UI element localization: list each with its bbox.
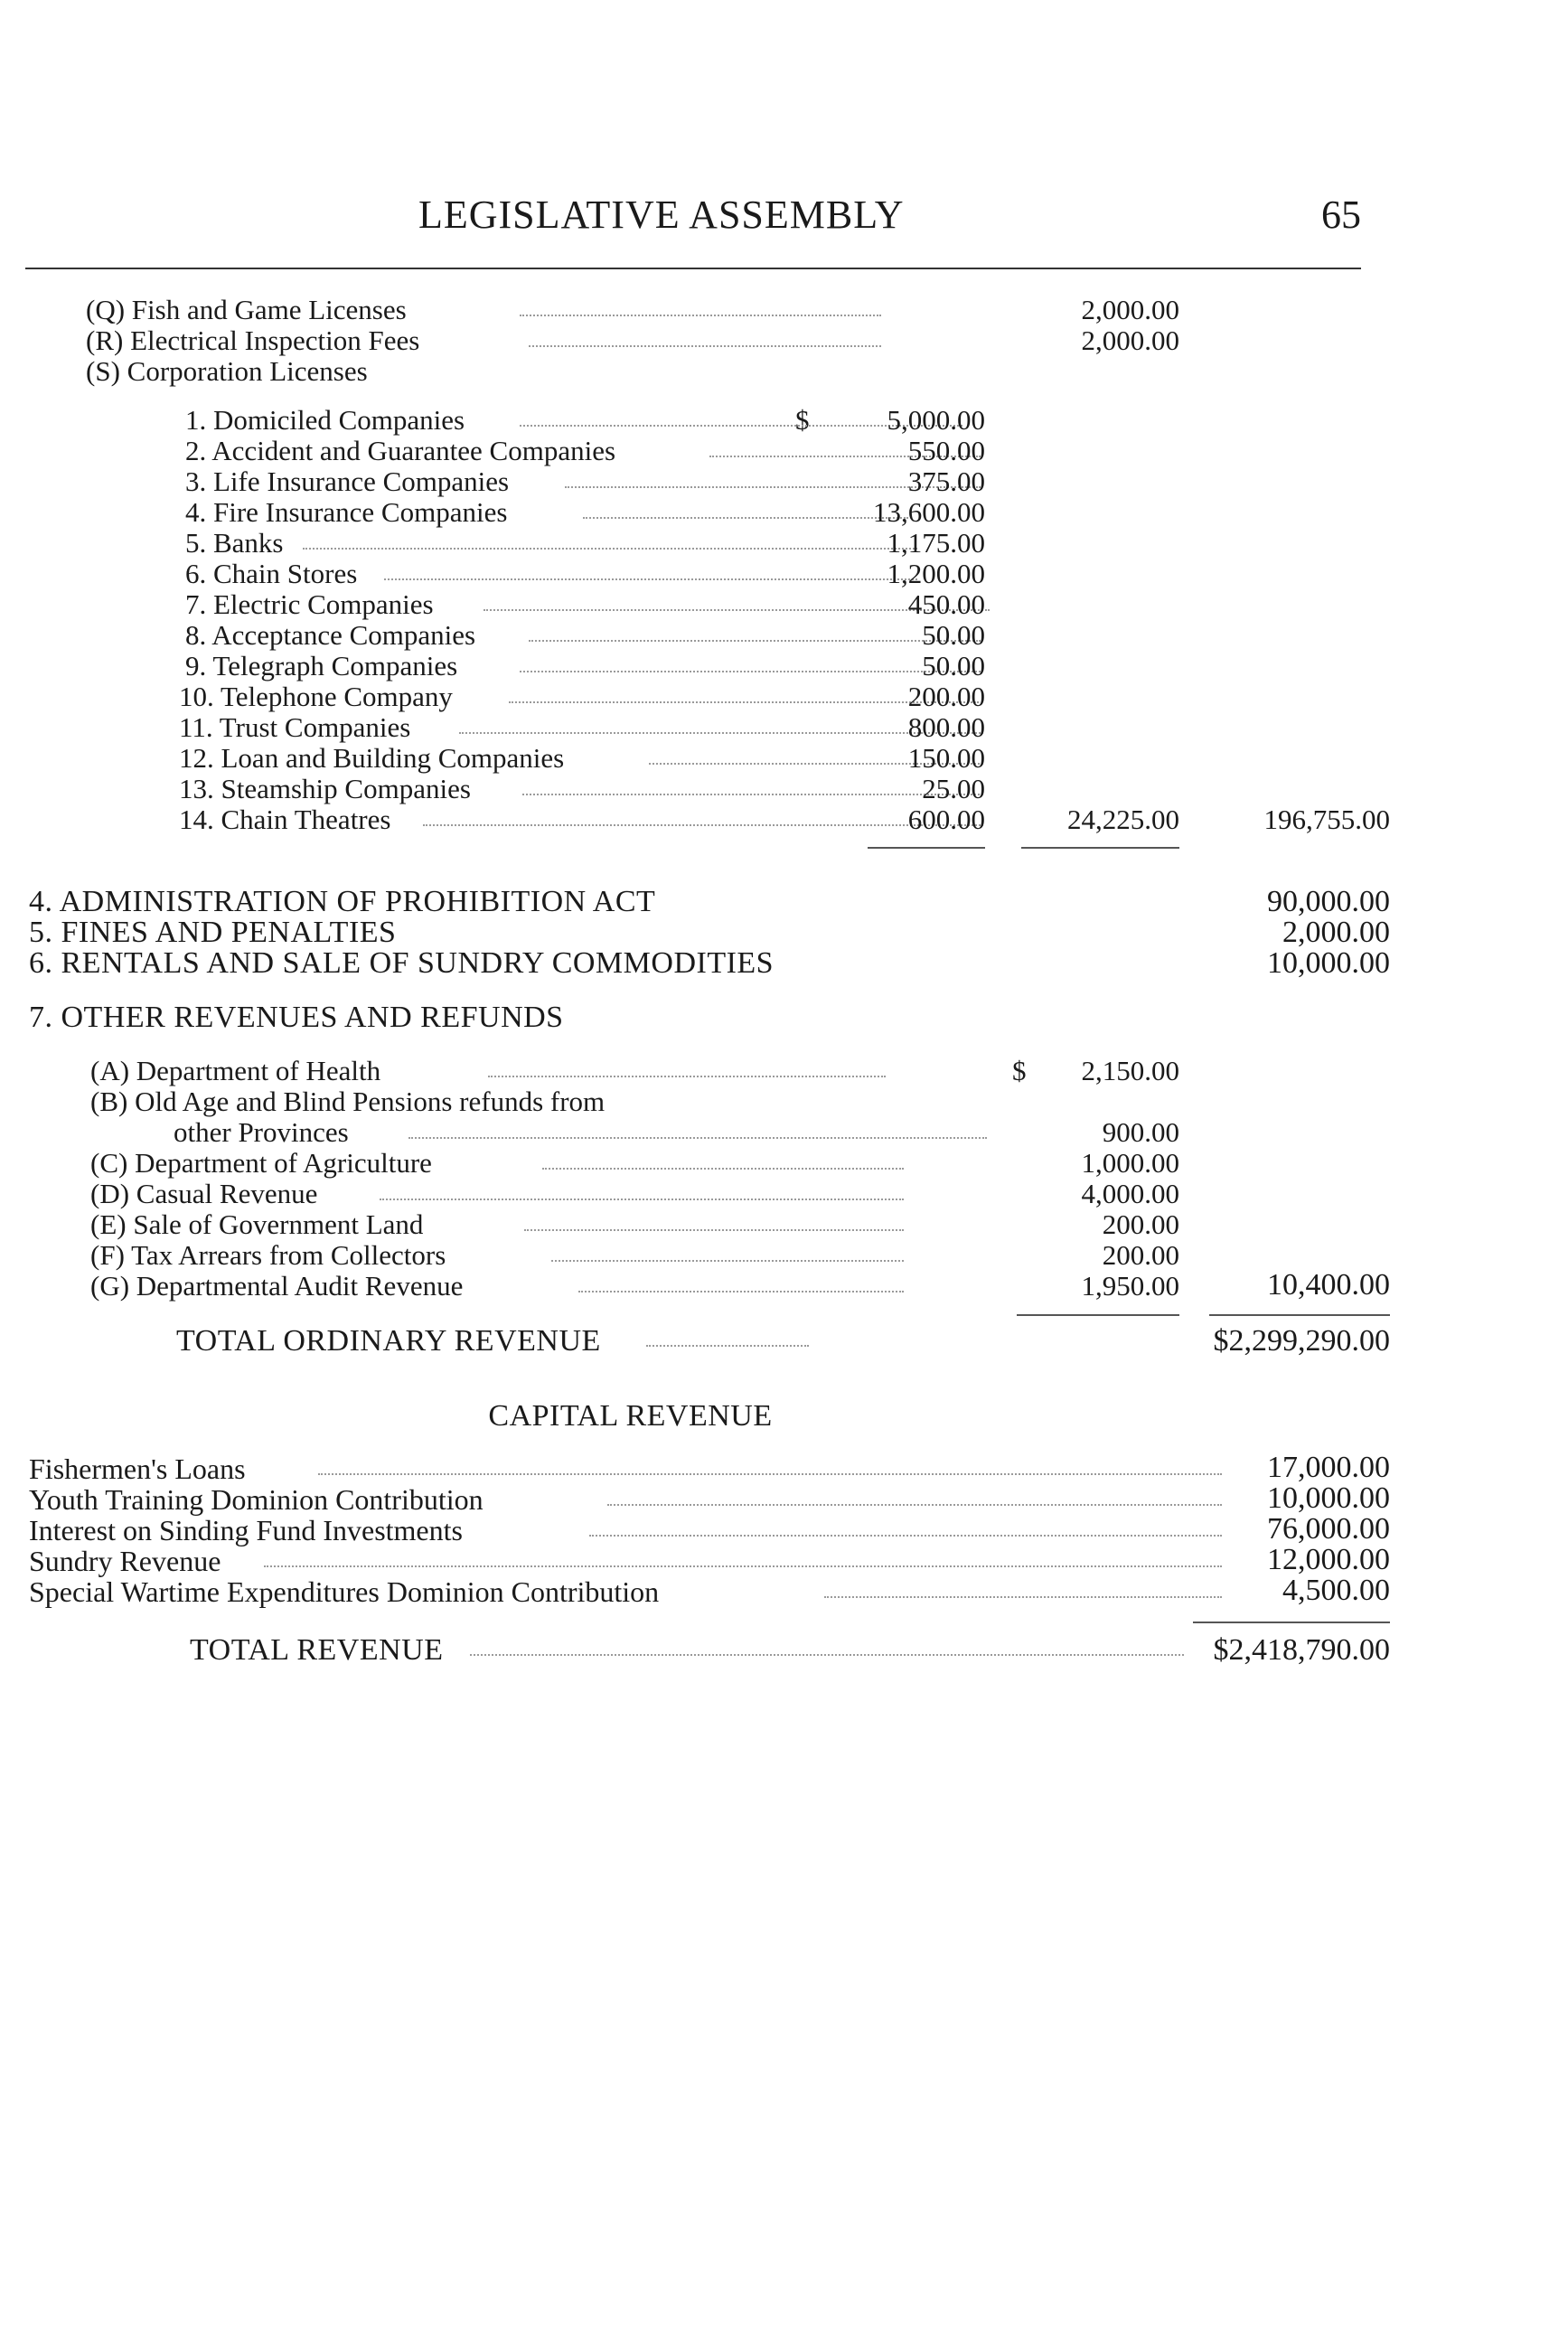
sum-rule [868,847,985,849]
leader-dots [524,1229,904,1231]
line-item [185,651,999,682]
line-item [86,356,809,387]
dollar-sign: $ [1012,1055,1027,1086]
item-amount: 2,000.00 [1081,294,1179,325]
item-label: Sundry Revenue [29,1545,221,1577]
line-item [90,1086,994,1117]
leader-dots [583,517,908,519]
item-amount: 1,000.00 [1081,1147,1179,1179]
line-item [185,620,999,651]
item-amount: 76,000.00 [1267,1512,1390,1546]
line-item [90,1271,994,1302]
leader-dots [529,640,981,642]
item-amount: 1,200.00 [887,558,985,589]
line-item [185,589,999,620]
item-label: Special Wartime Expenditures Dominion Contribution [29,1575,660,1608]
section-heading: 5. FINES AND PENALTIES [29,916,397,949]
item-amount: 200.00 [1102,1239,1179,1271]
leader-dots [551,1260,904,1262]
leader-dots [408,1137,987,1139]
leader-dots [384,578,917,580]
item-amount: 4,000.00 [1081,1178,1179,1209]
leader-dots [470,1654,1184,1656]
item-label: (B) Old Age and Blind Pensions refunds from [90,1086,606,1117]
item-amount: 50.00 [922,650,985,682]
item-amount: 12,000.00 [1267,1543,1390,1576]
item-label: Interest on Sinding Fund Investments [29,1514,463,1546]
line-item [179,774,992,804]
line-item [86,295,1441,325]
item-label: 4. Fire Insurance Companies [185,496,508,528]
item-label: 11. Trust Companies [179,711,411,743]
item-amount: 17,000.00 [1267,1451,1390,1484]
leader-dots [607,1504,1222,1506]
item-amount: 375.00 [907,465,985,497]
item-amount: 1,175.00 [887,527,985,559]
page-number: 65 [1321,193,1361,237]
line-item [185,405,999,436]
item-amount: 900.00 [1102,1116,1179,1148]
item-amount: 10,000.00 [1267,1481,1390,1515]
item-label: 9. Telegraph Companies [185,650,458,682]
line-item [179,682,992,712]
item-label: Fishermen's Loans [29,1452,246,1485]
item-label: 14. Chain Theatres [179,804,391,835]
line-item [29,1546,1385,1576]
item-amount: 2,000.00 [1081,324,1179,356]
line-item [174,1117,987,1148]
item-label: 12. Loan and Building Companies [179,742,565,774]
item-amount: 200.00 [907,681,985,712]
line-item [29,1453,1385,1484]
leader-dots [380,1198,904,1200]
leader-dots [520,671,981,672]
section-amount: 2,000.00 [1282,916,1390,949]
item-label: (A) Department of Health [90,1055,381,1086]
total-revenue-label: TOTAL REVENUE [190,1633,444,1667]
item-amount: 550.00 [907,435,985,466]
group-total-amount: 196,755.00 [1263,804,1390,835]
leader-dots [542,1168,904,1170]
sum-rule [1209,1314,1390,1316]
line-item [90,1240,994,1271]
line-item [29,1576,1385,1607]
leader-dots [522,794,983,795]
total-revenue-amount: $2,418,790.00 [1213,1633,1390,1667]
item-amount: 50.00 [922,619,985,651]
sum-rule [1021,847,1179,849]
item-label: (R) Electrical Inspection Fees [86,324,420,356]
leader-dots [423,824,983,826]
item-amount: 13,600.00 [873,496,985,528]
item-amount: 200.00 [1102,1208,1179,1240]
section-heading: 6. RENTALS AND SALE OF SUNDRY COMMODITIES [29,946,775,980]
sum-rule [1193,1622,1390,1623]
item-label: (D) Casual Revenue [90,1178,318,1209]
line-item [179,743,992,774]
item-amount: 150.00 [907,742,985,774]
total-ordinary-amount: $2,299,290.00 [1213,1324,1390,1358]
item-amount: 25.00 [922,773,985,804]
subtotal-amount: 24,225.00 [1067,804,1179,835]
item-label: 2. Accident and Guarantee Companies [185,435,616,466]
line-item [185,436,999,466]
item-label: 1. Domiciled Companies [185,404,465,436]
leader-dots [318,1473,1222,1475]
line-item [90,1148,994,1179]
item-label: (G) Departmental Audit Revenue [90,1270,464,1302]
item-label: (C) Department of Agriculture [90,1147,432,1179]
line-item [29,1515,1385,1546]
line-item [185,528,999,559]
page-title: LEGISLATIVE ASSEMBLY [418,193,905,237]
item-label: (Q) Fish and Game Licenses [86,294,407,325]
item-amount: 800.00 [907,711,985,743]
leader-dots [459,732,983,734]
line-item [90,1209,994,1240]
item-label: 5. Banks [185,527,284,559]
item-label: 3. Life Insurance Companies [185,465,510,497]
line-item [90,1179,994,1209]
section-amount: 90,000.00 [1267,885,1390,918]
item-label: Youth Training Dominion Contribution [29,1483,484,1516]
item-label: 10. Telephone Company [179,681,453,712]
leader-dots [264,1565,1222,1567]
item-label: 13. Steamship Companies [179,773,471,804]
running-head [0,192,1568,246]
capital-heading: CAPITAL REVENUE [488,1399,773,1433]
leader-dots [303,548,917,550]
section-amount: 10,000.00 [1267,946,1390,980]
item-amount: 5,000.00 [887,404,985,436]
total-ordinary-label: TOTAL ORDINARY REVENUE [176,1324,601,1358]
item-amount: 1,950.00 [1081,1270,1179,1302]
line-item [185,559,999,589]
section-heading: 4. ADMINISTRATION OF PROHIBITION ACT [29,885,656,918]
line-item [179,712,992,743]
item-label: 8. Acceptance Companies [185,619,476,651]
item-amount: 600.00 [907,804,985,835]
header-rule [25,268,1361,269]
item-amount: 2,150.00 [1081,1055,1179,1086]
section-heading: 7. OTHER REVENUES AND REFUNDS [29,1001,564,1034]
leader-dots [520,315,881,316]
line-item [179,804,992,835]
item-label: 7. Electric Companies [185,588,434,620]
line-item [29,1484,1385,1515]
item-label: other Provinces [174,1116,349,1148]
leader-dots [578,1291,904,1292]
line-item [86,325,1441,356]
line-item [90,1056,994,1086]
line-item [185,466,999,497]
group-total-amount: 10,400.00 [1267,1268,1390,1302]
leader-dots [529,345,881,347]
sum-rule [1017,1314,1179,1316]
item-label: (E) Sale of Government Land [90,1208,424,1240]
leader-dots [488,1076,886,1077]
item-label: (F) Tax Arrears from Collectors [90,1239,446,1271]
leader-dots [646,1345,809,1347]
item-label: 6. Chain Stores [185,558,358,589]
dollar-sign: $ [795,404,810,436]
item-amount: 4,500.00 [1282,1574,1390,1607]
leader-dots [824,1596,1222,1598]
item-label: (S) Corporation Licenses [86,355,368,387]
item-amount: 450.00 [907,588,985,620]
leader-dots [589,1535,1222,1537]
